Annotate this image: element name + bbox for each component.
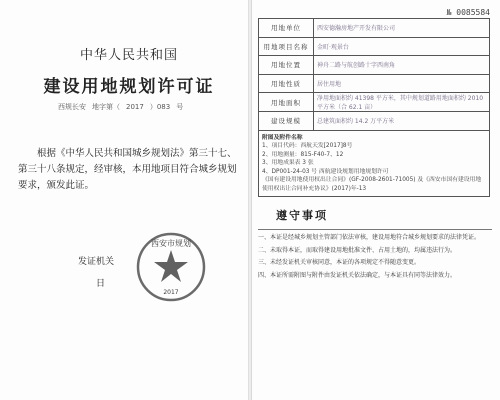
- attachment-item: 《国有建设用地使用权出让合同》(GF-2008-2601-71005) 及《西安市国有建设用地使用权出让合同补充协议》(2017)年-13: [262, 177, 482, 192]
- table-row-value: 神舟二路与航创路十字西南角: [314, 56, 490, 75]
- notice-title: 遵守事项: [276, 209, 328, 222]
- right-page: [258, 18, 492, 394]
- table-row: [259, 112, 490, 131]
- table-row-label: 用地单位: [259, 19, 314, 38]
- official-seal-icon: [134, 230, 208, 304]
- table-row-label: 建设规模: [259, 112, 314, 131]
- table-row-label: 用地项目名称: [259, 37, 314, 56]
- certificate-title: 建设用地规划许可证: [43, 77, 215, 97]
- attachments-title: 附图及附件名称: [262, 134, 303, 141]
- table-row-label: 用地面积: [259, 93, 314, 112]
- serial-number: № 0085584: [446, 8, 490, 17]
- cert-no-suffix: 号: [176, 103, 184, 111]
- issuer-label: 发证机关: [78, 257, 115, 267]
- table-row-label: 用地性质: [259, 74, 314, 93]
- certificate-body-text: 根据《中华人民共和国城乡规划法》第三十七、第三十八条规定，经审核，本用地项目符合城乡规划要求，颁发此证。: [18, 148, 237, 191]
- date-label: 日: [96, 279, 106, 289]
- notice-item: 四、本证所需附图与附件由发证机关依法确定，与本证具有同等法律效力。: [258, 271, 457, 279]
- cert-no-num: ）083: [149, 103, 171, 111]
- attachment-item: 3、用地成果表 3 张: [262, 160, 314, 166]
- attachments-box: [258, 131, 490, 198]
- attachment-item: 2、用地测量：815-F40-7、12: [262, 151, 344, 158]
- attachment-item: 1、项目代码：西航天发[2017]8号: [262, 143, 353, 149]
- table-row-value: 净用地面积约 41398 平方米，其中规划道路用地面积约 2010 平方米（合 62.1 亩）: [314, 93, 490, 112]
- issuer-title: 中华人民共和国: [79, 48, 178, 63]
- table-row-value: 居住用地: [314, 74, 490, 93]
- table-row-value: 西安德瀚房地产开发有限公司: [314, 19, 490, 38]
- cert-no-year: 2017: [126, 103, 144, 111]
- table-row: [259, 56, 490, 75]
- table-row-value: 金町·观景台: [314, 37, 490, 56]
- table-row-label: 用地位置: [259, 56, 314, 75]
- left-page: [18, 0, 240, 400]
- seal-text-top: 西安市规划: [151, 239, 191, 248]
- seal-text-year: 2017: [163, 289, 179, 296]
- cert-no-mid: 地字第（: [92, 103, 120, 111]
- table-row: [259, 74, 490, 93]
- center-fold: [248, 0, 252, 400]
- land-info-table: [258, 18, 490, 131]
- attachment-item: 4、DP001-24-03 号 西航建设规划用地规划许可: [262, 168, 389, 175]
- notice-list: [258, 229, 492, 280]
- cert-no-prefix: 西规长安: [58, 103, 86, 111]
- notice-item: 三、未经发证机关审核同意，本证的各项规定不得随意变更。: [258, 259, 421, 266]
- notice-item: 二、未取得本证，而取得建设用地批准文件、占用土地的，均属违法行为。: [258, 246, 457, 254]
- certificate-number: [58, 102, 189, 112]
- table-row: [259, 37, 490, 56]
- table-row: [259, 93, 490, 112]
- table-row-value: 总建筑面积约 14.2 万平方米: [314, 112, 490, 131]
- notice-item: 一、本证是经城乡规划主管部门依法审核，建设用地符合城乡规划要求的法律凭证。: [258, 234, 481, 241]
- table-row: [259, 19, 490, 38]
